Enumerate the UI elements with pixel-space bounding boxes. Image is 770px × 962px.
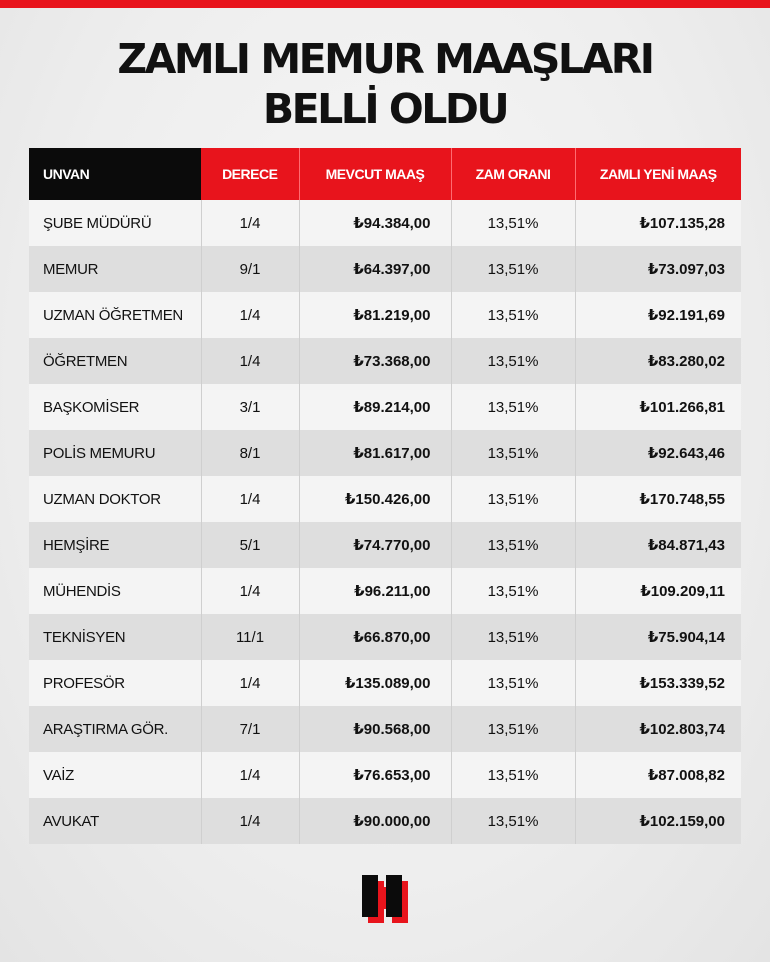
table-row (29, 706, 741, 752)
table-row (29, 384, 741, 430)
brand-h-logo-icon (357, 870, 413, 928)
salary-table (29, 148, 741, 844)
table-row (29, 614, 741, 660)
cell-zam-orani: 13,51% (451, 706, 575, 752)
table-row (29, 476, 741, 522)
table-row (29, 338, 741, 384)
cell-zamli-yeni-maas: ₺73.097,03 (575, 246, 741, 292)
cell-derece: 1/4 (201, 798, 299, 844)
cell-unvan: BAŞKOMİSER (29, 384, 201, 430)
table-row (29, 798, 741, 844)
cell-zamli-yeni-maas: ₺101.266,81 (575, 384, 741, 430)
cell-zam-orani: 13,51% (451, 614, 575, 660)
cell-derece: 1/4 (201, 292, 299, 338)
top-accent-bar (0, 0, 770, 8)
salary-table-body (29, 200, 741, 844)
column-header-mevcut-maas: MEVCUT MAAŞ (299, 148, 451, 200)
cell-mevcut-maas: ₺135.089,00 (299, 660, 451, 706)
cell-zam-orani: 13,51% (451, 292, 575, 338)
cell-zamli-yeni-maas: ₺92.191,69 (575, 292, 741, 338)
cell-zam-orani: 13,51% (451, 752, 575, 798)
cell-derece: 9/1 (201, 246, 299, 292)
cell-zam-orani: 13,51% (451, 660, 575, 706)
cell-unvan: ÖĞRETMEN (29, 338, 201, 384)
column-header-zam-orani: ZAM ORANI (451, 148, 575, 200)
cell-zam-orani: 13,51% (451, 430, 575, 476)
cell-derece: 1/4 (201, 568, 299, 614)
cell-mevcut-maas: ₺64.397,00 (299, 246, 451, 292)
cell-unvan: MEMUR (29, 246, 201, 292)
cell-mevcut-maas: ₺74.770,00 (299, 522, 451, 568)
cell-zamli-yeni-maas: ₺107.135,28 (575, 200, 741, 246)
cell-zam-orani: 13,51% (451, 476, 575, 522)
cell-zamli-yeni-maas: ₺102.159,00 (575, 798, 741, 844)
cell-zamli-yeni-maas: ₺84.871,43 (575, 522, 741, 568)
cell-mevcut-maas: ₺81.219,00 (299, 292, 451, 338)
cell-derece: 1/4 (201, 752, 299, 798)
cell-mevcut-maas: ₺90.568,00 (299, 706, 451, 752)
cell-derece: 1/4 (201, 338, 299, 384)
cell-mevcut-maas: ₺81.617,00 (299, 430, 451, 476)
cell-zamli-yeni-maas: ₺87.008,82 (575, 752, 741, 798)
table-row (29, 292, 741, 338)
cell-unvan: AVUKAT (29, 798, 201, 844)
cell-derece: 7/1 (201, 706, 299, 752)
cell-unvan: UZMAN ÖĞRETMEN (29, 292, 201, 338)
cell-mevcut-maas: ₺73.368,00 (299, 338, 451, 384)
cell-unvan: HEMŞİRE (29, 522, 201, 568)
cell-zam-orani: 13,51% (451, 522, 575, 568)
cell-derece: 11/1 (201, 614, 299, 660)
page-title-line-2: BELLİ OLDU (262, 85, 508, 133)
page-title-line-1: ZAMLI MEMUR MAAŞLARI (117, 35, 653, 83)
table-row (29, 752, 741, 798)
cell-mevcut-maas: ₺89.214,00 (299, 384, 451, 430)
cell-zam-orani: 13,51% (451, 798, 575, 844)
table-row (29, 568, 741, 614)
cell-unvan: UZMAN DOKTOR (29, 476, 201, 522)
table-row (29, 522, 741, 568)
table-row (29, 660, 741, 706)
cell-zam-orani: 13,51% (451, 246, 575, 292)
cell-unvan: MÜHENDİS (29, 568, 201, 614)
cell-zamli-yeni-maas: ₺92.643,46 (575, 430, 741, 476)
cell-zam-orani: 13,51% (451, 384, 575, 430)
cell-zam-orani: 13,51% (451, 338, 575, 384)
cell-unvan: ARAŞTIRMA GÖR. (29, 706, 201, 752)
cell-mevcut-maas: ₺90.000,00 (299, 798, 451, 844)
cell-derece: 8/1 (201, 430, 299, 476)
cell-zamli-yeni-maas: ₺83.280,02 (575, 338, 741, 384)
salary-table-header (29, 148, 741, 200)
cell-zamli-yeni-maas: ₺153.339,52 (575, 660, 741, 706)
cell-mevcut-maas: ₺76.653,00 (299, 752, 451, 798)
cell-zam-orani: 13,51% (451, 200, 575, 246)
column-header-unvan: UNVAN (29, 148, 201, 200)
cell-unvan: POLİS MEMURU (29, 430, 201, 476)
cell-derece: 3/1 (201, 384, 299, 430)
cell-zamli-yeni-maas: ₺102.803,74 (575, 706, 741, 752)
column-header-zamli-yeni-maas: ZAMLI YENİ MAAŞ (575, 148, 741, 200)
cell-unvan: VAİZ (29, 752, 201, 798)
cell-derece: 1/4 (201, 476, 299, 522)
cell-zamli-yeni-maas: ₺170.748,55 (575, 476, 741, 522)
cell-mevcut-maas: ₺150.426,00 (299, 476, 451, 522)
table-row (29, 246, 741, 292)
cell-zam-orani: 13,51% (451, 568, 575, 614)
cell-zamli-yeni-maas: ₺75.904,14 (575, 614, 741, 660)
cell-derece: 1/4 (201, 660, 299, 706)
page-title (0, 34, 770, 134)
column-header-derece: DERECE (201, 148, 299, 200)
cell-unvan: TEKNİSYEN (29, 614, 201, 660)
cell-unvan: ŞUBE MÜDÜRÜ (29, 200, 201, 246)
table-row (29, 200, 741, 246)
cell-mevcut-maas: ₺96.211,00 (299, 568, 451, 614)
cell-unvan: PROFESÖR (29, 660, 201, 706)
cell-mevcut-maas: ₺66.870,00 (299, 614, 451, 660)
cell-derece: 1/4 (201, 200, 299, 246)
cell-zamli-yeni-maas: ₺109.209,11 (575, 568, 741, 614)
table-row (29, 430, 741, 476)
cell-derece: 5/1 (201, 522, 299, 568)
cell-mevcut-maas: ₺94.384,00 (299, 200, 451, 246)
header-row (29, 148, 741, 200)
